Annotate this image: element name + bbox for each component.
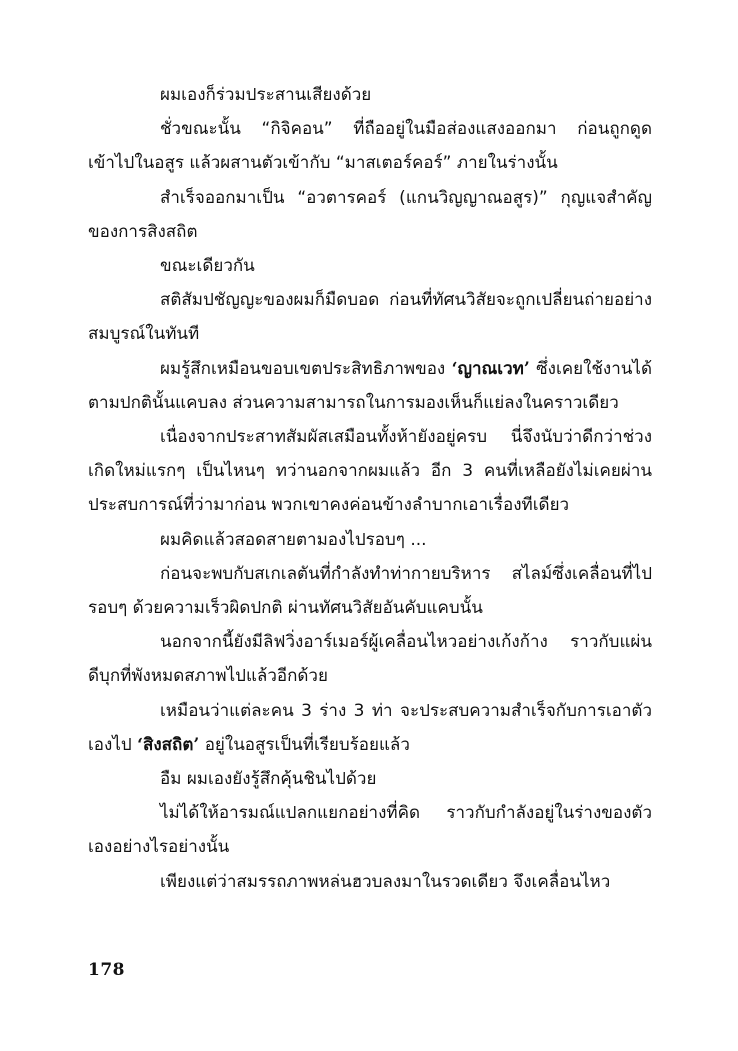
- paragraph-12: [88, 762, 652, 796]
- paragraph-4-text: ขณะเดียวกัน: [160, 256, 255, 277]
- paragraph-1: [88, 78, 652, 112]
- paragraph-2: [88, 112, 652, 180]
- paragraph-6-emphasis: ‘ญาณเวท’: [451, 358, 530, 379]
- paragraph-5-text: สติสัมปชัญญะของผมก็มืดบอด ก่อนที่ทัศนวิสัยจะถูกเปลี่ยนถ่ายอย่างสมบูรณ์ในทันที: [88, 290, 652, 345]
- paragraph-12-text: อืม ผมเองยังรู้สึกคุ้นชินไปด้วย: [160, 769, 377, 790]
- body-text: [88, 78, 652, 899]
- paragraph-6-after: ซึ่งเคยใช้งานได้ตามปกตินั้นแคบลง ส่วนความสามารถในการมองเห็นก็แย่ลงในคราวเดียว: [88, 358, 652, 413]
- paragraph-7-text: เนื่องจากประสาทสัมผัสเสมือนทั้งห้ายังอยู่ครบ นี่จึงนับว่าดีกว่าช่วงเกิดใหม่แรกๆ เป็นไหนๆ ทว่านอกจากผมแล้ว อีก 3 คนที่เหลือยังไม่เคยผ่านประสบการณ์ที่ว่ามาก่อน พวกเขาคงค่อนข้างลำบากเอาเรื่องทีเดียว: [88, 427, 652, 516]
- paragraph-7: [88, 420, 652, 523]
- page-number: 178: [88, 960, 125, 980]
- paragraph-3-text: สำเร็จออกมาเป็น “อวตารคอร์ (แกนวิญญาณอสูร)” กุญแจสำคัญของการสิงสถิต: [88, 187, 652, 242]
- paragraph-13: [88, 796, 652, 864]
- paragraph-4: [88, 249, 652, 283]
- paragraph-11-before: เหมือนว่าแต่ละคน 3 ร่าง 3 ท่า จะประสบความสำเร็จกับการเอาตัวเองไป: [88, 700, 652, 755]
- paragraph-6: [88, 352, 652, 420]
- paragraph-10: [88, 625, 652, 693]
- paragraph-1-text: ผมเองก็ร่วมประสานเสียงด้วย: [160, 85, 372, 105]
- paragraph-14: [88, 865, 652, 899]
- paragraph-13-text: ไม่ได้ให้อารมณ์แปลกแยกอย่างที่คิด ราวกับกำลังอยู่ในร่างของตัวเองอย่างไรอย่างนั้น: [88, 803, 652, 858]
- paragraph-10-text: นอกจากนี้ยังมีลิฟวิ่งอาร์เมอร์ผู้เคลื่อนไหวอย่างเก้งก้าง ราวกับแผ่นดีบุกที่พังหมดสภาพไปแล้วอีกด้วย: [88, 632, 652, 687]
- paragraph-11-after: อยู่ในอสูรเป็นที่เรียบร้อยแล้ว: [199, 734, 410, 755]
- paragraph-11-emphasis: ‘สิงสถิต’: [137, 734, 200, 755]
- paragraph-9-text: ก่อนจะพบกับสเกเลตันที่กำลังทำท่ากายบริหาร สไลม์ซึ่งเคลื่อนที่ไปรอบๆ ด้วยความเร็วผิดปกติ ผ่านทัศนวิสัยอันคับแคบนั้น: [88, 563, 652, 619]
- paragraph-9: [88, 557, 652, 625]
- paragraph-8-text: ผมคิดแล้วสอดสายตามองไปรอบๆ ...: [160, 529, 427, 550]
- paragraph-2-text: ชั่วขณะนั้น “กิจิคอน” ที่ถืออยู่ในมือส่องแสงออกมา ก่อนถูกดูดเข้าไปในอสูร แล้วผสานตัวเข้ากับ “มาสเตอร์คอร์” ภายในร่างนั้น: [88, 119, 652, 174]
- paragraph-5: [88, 283, 652, 351]
- paragraph-11: [88, 694, 652, 762]
- paragraph-14-text: เพียงแต่ว่าสมรรถภาพหล่นฮวบลงมาในรวดเดียว จึงเคลื่อนไหว: [160, 871, 611, 892]
- paragraph-3: [88, 181, 652, 249]
- paragraph-8: [88, 523, 652, 557]
- paragraph-6-before: ผมรู้สึกเหมือนขอบเขตประสิทธิภาพของ: [160, 358, 452, 379]
